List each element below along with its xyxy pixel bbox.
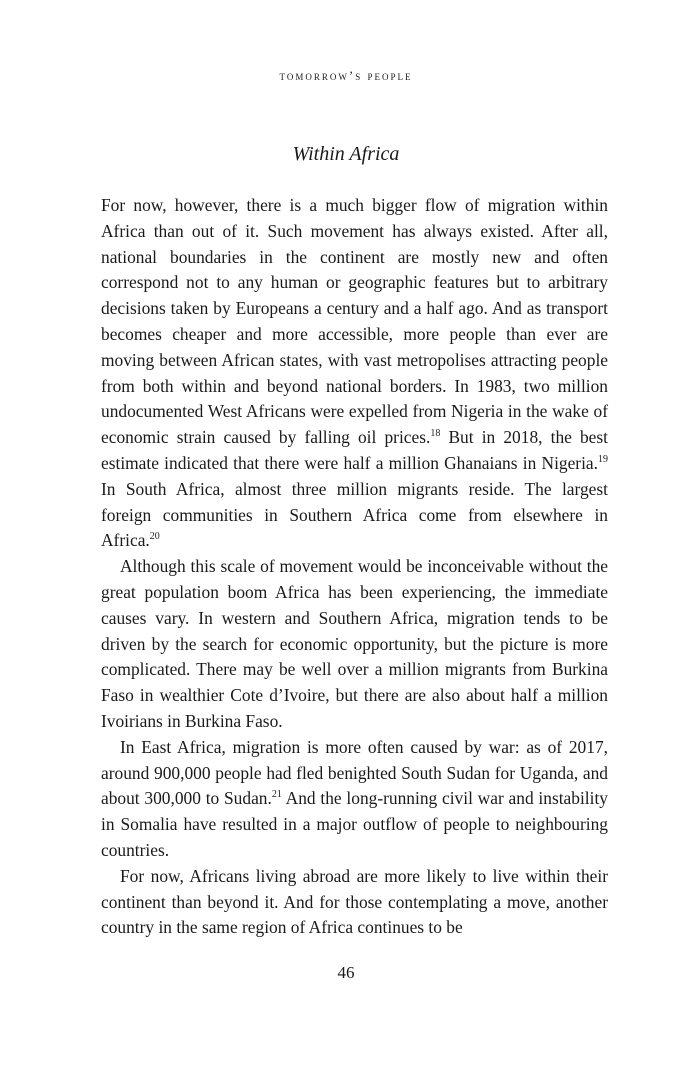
- paragraph-text: But in 2018, the best estimate indicated that there were half a million Ghanaians in Nigeria.: [101, 427, 609, 473]
- body-paragraph: [101, 735, 608, 864]
- footnote-marker: 19: [598, 454, 608, 466]
- paragraph-text: In East Africa, migration is more often caused by war: as of 2017, around 900,000 people had fled benighted South Sudan for Uganda, and about 300,000 to Sudan.: [101, 736, 608, 809]
- page-number: 46: [337, 963, 355, 982]
- body-paragraph: [101, 864, 608, 941]
- section-title: Within Africa: [292, 143, 400, 165]
- paragraph-text: For now, however, there is a much bigger flow of migration within Africa than out of it. Such movement has always existed. After all, national boundaries in the continent are mostly new and often correspond not to any human or geographic features but to arbitrary decisions taken by Europeans a century and a half ago. And as transport becomes cheaper and more accessible, more people than ever are moving between African states, with vast metropolises attracting people from both within and beyond national borders. In 1983, two million undocumented West Africans were expelled from Nigeria in the wake of economic strain caused by falling oil prices.: [101, 195, 608, 448]
- body-text: [101, 193, 608, 941]
- body-paragraph: [101, 193, 608, 554]
- running-head: tomorrow’s people: [279, 68, 413, 83]
- footnote-marker: 20: [149, 531, 160, 543]
- paragraph-text: For now, Africans living abroad are more likely to live within their continent than beyond it. And for those contemplating a move, another country in the same region of Africa continues to be: [101, 865, 608, 938]
- paragraph-text: In South Africa, almost three million migrants reside. The largest foreign communities in Southern Africa come from elsewhere in Africa.: [101, 478, 608, 551]
- paragraph-text: And the long-running civil war and instability in Somalia have resulted in a major outflow of people to neighbouring countries.: [101, 788, 608, 860]
- paragraph-text: Although this scale of movement would be inconceivable without the great population boom Africa has been experiencing, the immediate causes vary. In western and Southern Africa, migration tends to be driven by the search for economic opportunity, but the picture is more complicated. There may be well over a million migrants from Burkina Faso in wealthier Cote d’Ivoire, but there are also about half a million Ivoirians in Burkina Faso.: [101, 556, 608, 731]
- footnote-marker: 18: [430, 428, 441, 440]
- body-paragraph: [101, 554, 608, 735]
- footnote-marker: 21: [271, 789, 282, 801]
